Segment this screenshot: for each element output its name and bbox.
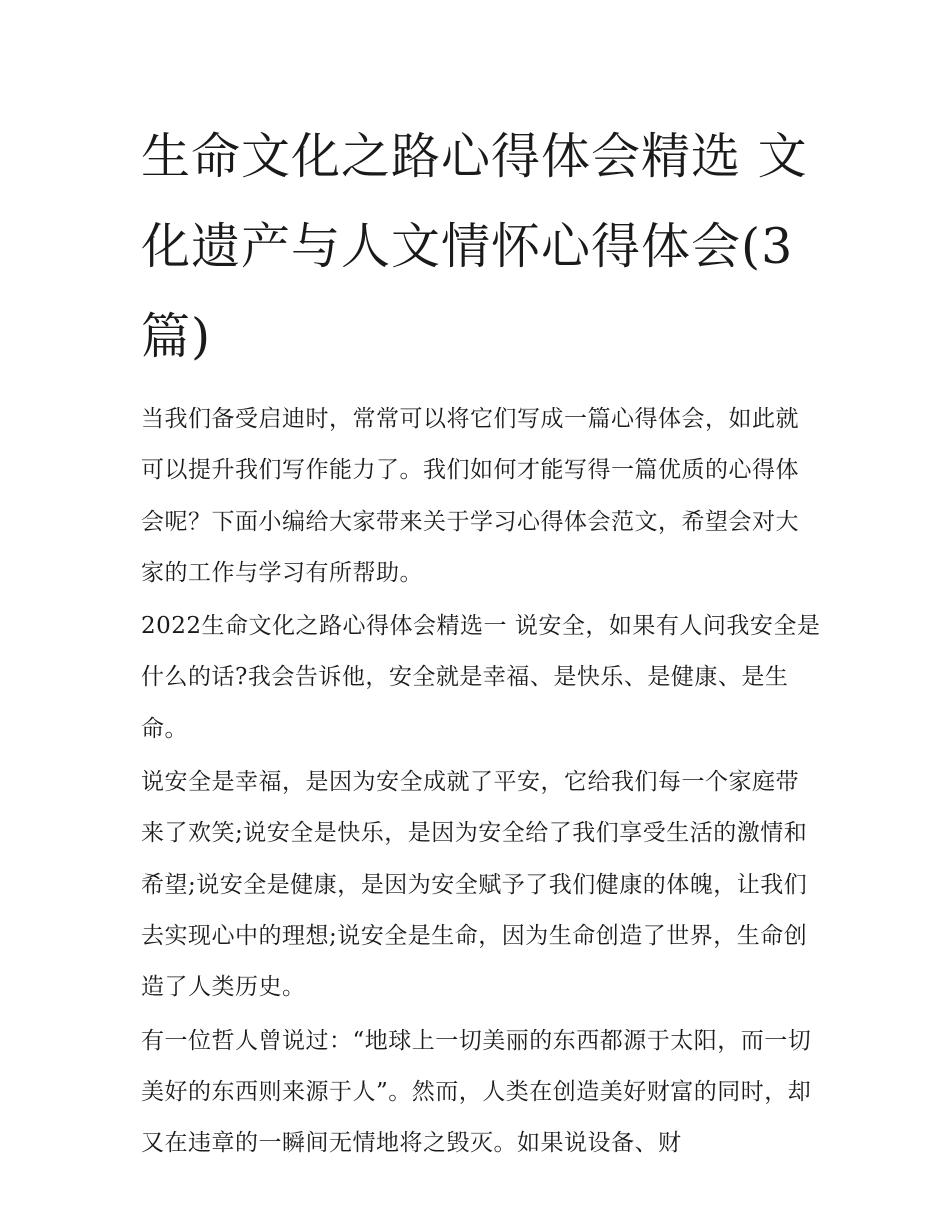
document-body [141, 112, 821, 1171]
paragraph-safety-definition: 2022生命文化之路心得体会精选一 说安全，如果有人问我安全是什么的话?我会告诉他，安全就是幸福、是快乐、是健康、是生命。 [141, 613, 821, 742]
paragraph-safety-meaning: 说安全是幸福，是因为安全成就了平安，它给我们每一个家庭带来了欢笑;说安全是快乐，是因为安全给了我们享受生活的激情和希望;说安全是健康，是因为安全赋予了我们健康的体魄，让我们去实现心中的理想;说安全是生命，因为生命创造了世界，生命创造了人类历史。 [141, 769, 808, 1001]
paragraph-philosopher-quote: 有一位哲人曾说过：“地球上一切美丽的东西都源于太阳，而一切美好的东西则来源于人”。然而，人类在创造美好财富的同时，却又在违章的一瞬间无情地将之毁灭。如果说设备、财 [141, 1027, 812, 1157]
document-title: 生命文化之路心得体会精选 文化遗产与人文情怀心得体会(3篇) [141, 128, 808, 365]
paragraph-intro: 当我们备受启迪时，常常可以将它们写成一篇心得体会，如此就可以提升我们写作能力了。我们如何才能写得一篇优质的心得体会呢？下面小编给大家带来关于学习心得体会范文，希望会对大家的工作与学习有所帮助。 [141, 406, 799, 586]
